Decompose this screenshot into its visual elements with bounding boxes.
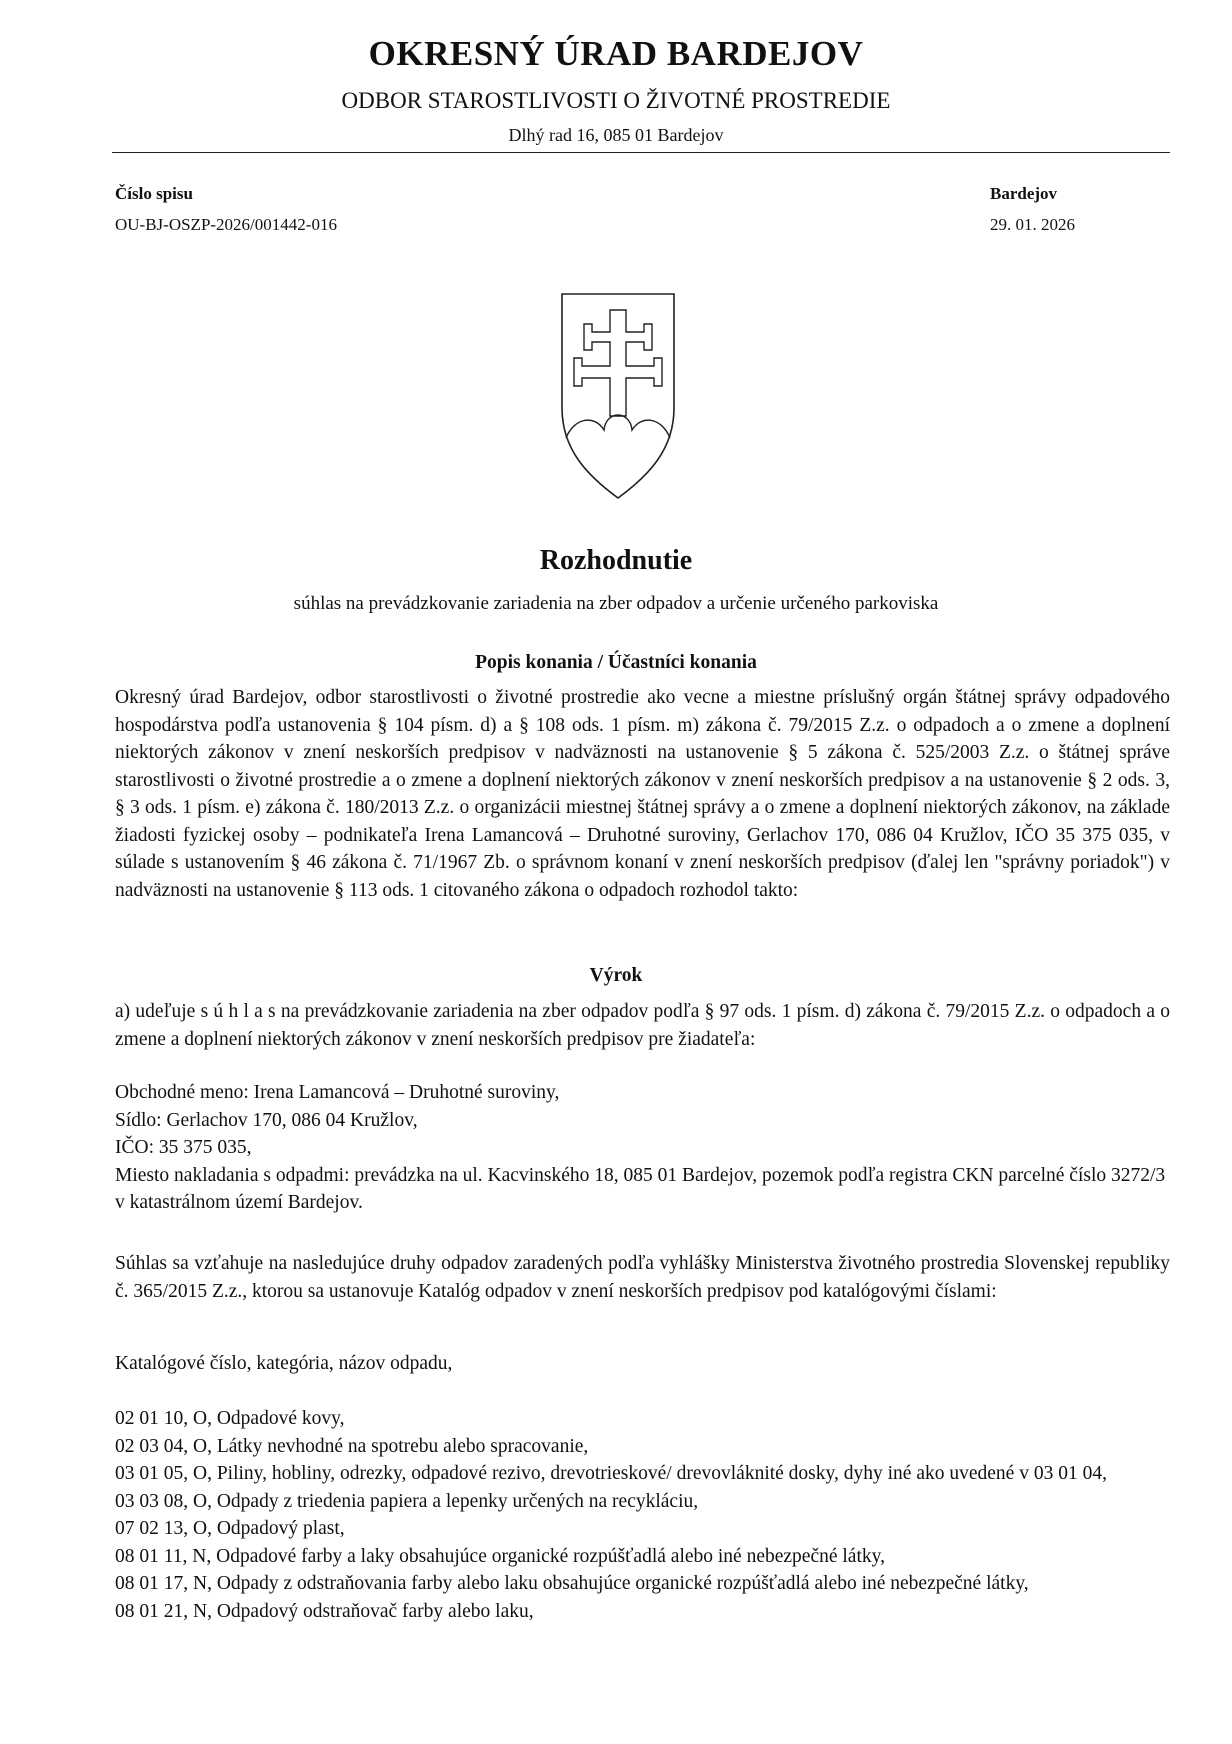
file-number: OU-BJ-OSZP-2026/001442-016 <box>115 215 337 234</box>
file-number-label: Číslo spisu <box>115 184 193 203</box>
place-date-block <box>990 178 1075 240</box>
office-address: Dlhý rad 16, 085 01 Bardejov <box>508 125 724 145</box>
department-name: ODBOR STAROSTLIVOSTI O ŽIVOTNÉ PROSTREDIE <box>341 88 891 113</box>
date: 29. 01. 2026 <box>990 215 1075 234</box>
decision-title: Rozhodnutie <box>539 545 693 576</box>
verdict-text: a) udeľuje s ú h l a s na prevádzkovanie zariadenia na zber odpadov podľa § 97 ods. 1 písm. d) zákona č. 79/2015 Z.z. o odpadoch a o zmene a doplnení niektorých zákonov v znení neskorších predpisov pre žiadateľa: <box>115 1001 1170 1050</box>
applicant-line: IČO: 35 375 035, <box>115 1137 252 1158</box>
catalog-label: Katalógové číslo, kategória, názov odpadu, <box>115 1353 453 1374</box>
list-item: 02 03 04, O, Látky nevhodné na spotrebu alebo spracovanie, <box>115 1435 589 1457</box>
verdict-heading: Výrok <box>589 965 643 986</box>
applicant-line: Miesto nakladania s odpadmi: prevádzka na ul. Kacvinského 18, 085 01 Bardejov, pozemok podľa registra CKN parcelné číslo 3272/3 v katastrálnom území Bardejov. <box>115 1164 1166 1213</box>
coat-of-arms-icon <box>558 290 678 502</box>
place: Bardejov <box>990 184 1058 203</box>
decision-subtitle: súhlas na prevádzkovanie zariadenia na zber odpadov a určenie určeného parkoviska <box>293 593 939 614</box>
list-item: 08 01 17, N, Odpady z odstraňovania farby alebo laku obsahujúce organické rozpúšťadlá alebo iné nebezpečné látky, <box>115 1573 1029 1594</box>
list-item: 08 01 21, N, Odpadový odstraňovač farby alebo laku, <box>115 1600 534 1622</box>
waste-list <box>115 1405 1170 1625</box>
list-item: 02 01 10, O, Odpadové kovy, <box>115 1408 345 1429</box>
header-divider <box>112 152 1170 153</box>
consent-text: Súhlas sa vzťahuje na nasledujúce druhy odpadov zaradených podľa vyhlášky Ministerstva životného prostredia Slovenskej republiky č. 365/2015 Z.z., ktorou sa ustanovuje Katalóg odpadov v znení neskorších predpisov pod katalógovými číslami: <box>115 1253 1170 1302</box>
applicant-details <box>115 1079 1170 1217</box>
office-name: OKRESNÝ ÚRAD BARDEJOV <box>368 34 864 73</box>
proceedings-heading: Popis konania / Účastníci konania <box>475 652 757 673</box>
applicant-line: Obchodné meno: Irena Lamancová – Druhotné suroviny, <box>115 1082 560 1103</box>
list-item: 03 01 05, O, Piliny, hobliny, odrezky, odpadové rezivo, drevotrieskové/ drevovláknité dosky, dyhy iné ako uvedené v 03 01 04, <box>115 1463 1107 1484</box>
list-item: 07 02 13, O, Odpadový plast, <box>115 1518 345 1539</box>
proceedings-text: Okresný úrad Bardejov, odbor starostlivosti o životné prostredie ako vecne a miestne príslušný orgán štátnej správy odpadového hospodárstva podľa ustanovenia § 104 písm. d) a § 108 ods. 1 písm. m) zákona č. 79/2015 Z.z. o odpadoch a o zmene a doplnení niektorých zákonov v znení neskorších predpisov v nadväznosti na ustanovenie § 5 zákona č. 525/2003 Z.z. o štátnej správe starostlivosti o životné prostredie a o zmene a doplnení niektorých zákonov v znení neskorších predpisov a na ustanovenie § 2 ods. 3, § 3 ods. 1 písm. e) zákona č. 180/2013 Z.z. o organizácii miestnej štátnej správy a o zmene a doplnení niektorých zákonov, na základe žiadosti fyzickej osoby – podnikateľa Irena Lamancová – Druhotné suroviny, Gerlachov 170, 086 04 Kružlov, IČO 35 375 035, v súlade s ustanovením § 46 zákona č. 71/1967 Zb. o správnom konaní v znení neskorších predpisov (ďalej len "správny poriadok") v nadväznosti na ustanovenie § 113 ods. 1 citovaného zákona o odpadoch rozhodol takto: <box>115 687 1170 901</box>
list-item: 08 01 11, N, Odpadové farby a laky obsahujúce organické rozpúšťadlá alebo iné nebezpečné látky, <box>115 1545 885 1567</box>
applicant-line: Sídlo: Gerlachov 170, 086 04 Kružlov, <box>115 1109 418 1131</box>
list-item: 03 03 08, O, Odpady z triedenia papiera a lepenky určených na recykláciu, <box>115 1490 699 1512</box>
file-number-block <box>115 178 337 240</box>
